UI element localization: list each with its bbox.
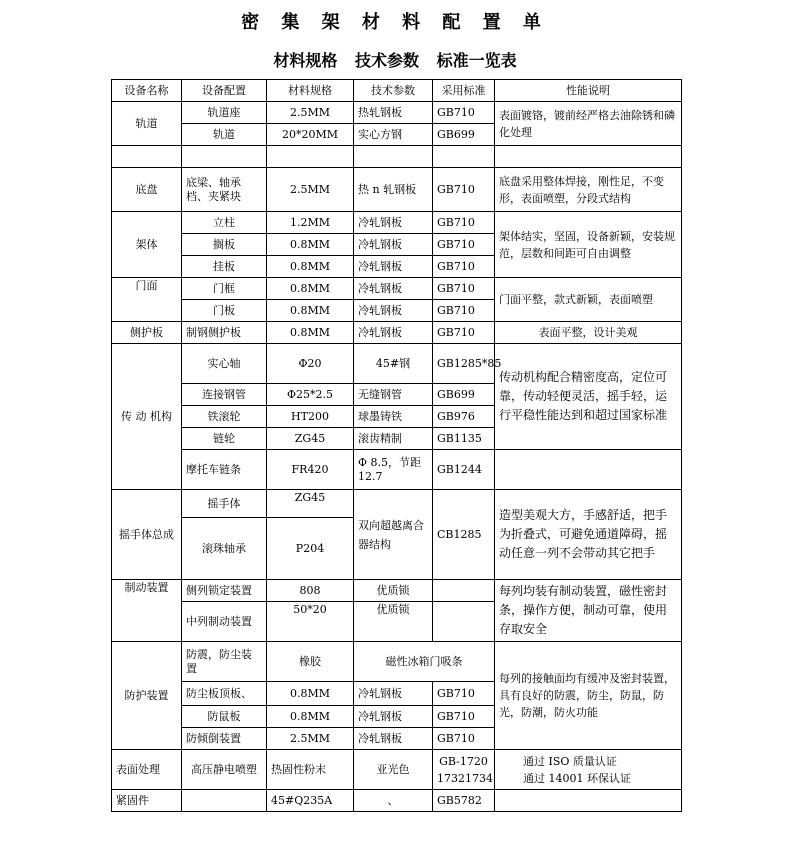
param-cell: 热 n 轧钢板 <box>354 168 433 212</box>
config-cell: 门板 <box>182 300 267 322</box>
table-row <box>112 580 682 602</box>
config-cell: 立柱 <box>182 212 267 234</box>
equipment-name: 防护装置 <box>112 642 182 750</box>
std-cell: GB710 <box>433 322 495 344</box>
equipment-name: 紧固件 <box>112 790 182 812</box>
subtitle-part: 材料规格 <box>273 51 338 70</box>
empty-cell <box>182 790 267 812</box>
param-cell: 冷轧钢板 <box>354 234 433 256</box>
config-cell: 摩托车链条 <box>182 450 267 490</box>
spec-cell: FR420 <box>267 450 354 490</box>
spec-cell: 0.8MM <box>267 234 354 256</box>
config-cell: 防鼠板 <box>182 706 267 728</box>
spec-cell: 20*20MM <box>267 124 354 146</box>
subtitle-part: 标准一览表 <box>436 51 517 70</box>
table-row <box>112 102 682 124</box>
param-cell: 滚齿精制 <box>354 428 433 450</box>
table-row <box>112 490 682 518</box>
param-cell: 磁性冰箱门吸条 <box>354 642 495 682</box>
performance-cell <box>495 750 682 790</box>
performance-cell: 每列均装有制动装置，磁性密封条，操作方便，制动可靠，使用存取安全 <box>495 580 682 642</box>
std-cell: GB5782 <box>433 790 495 812</box>
performance-cell: 传动机构配合精密度高，定位可靠，传动轻便灵活，摇手轻，运行平稳性能达到和超过国家标准 <box>495 344 682 450</box>
spec-cell: 0.8MM <box>267 706 354 728</box>
param-cell: 冷轧钢板 <box>354 256 433 278</box>
header-cell: 采用标准 <box>433 80 495 102</box>
spec-cell: 0.8MM <box>267 256 354 278</box>
empty-cell <box>495 450 682 490</box>
performance-cell: 造型美观大方，手感舒适，把手为折叠式，可避免通道障碍，摇动任意一列不会带动其它把手 <box>495 490 682 580</box>
equipment-name: 门面 <box>112 278 182 322</box>
config-cell: 制钢侧护板 <box>182 322 267 344</box>
param-cell: 实心方钢 <box>354 124 433 146</box>
param-cell: 冷轧钢板 <box>354 682 433 706</box>
header-cell: 设备配置 <box>182 80 267 102</box>
param-cell: 冷轧钢板 <box>354 728 433 750</box>
param-cell: 热轧钢板 <box>354 102 433 124</box>
certification-env: 通过 14001 环保认证 <box>523 771 631 785</box>
performance-cell: 表面平整，设计美观 <box>495 322 682 344</box>
config-cell: 滚珠轴承 <box>182 518 267 580</box>
header-cell: 设备名称 <box>112 80 182 102</box>
config-cell: 铁滚轮 <box>182 406 267 428</box>
table-row <box>112 278 682 300</box>
config-cell: 挂板 <box>182 256 267 278</box>
param-cell: 无缝钢管 <box>354 384 433 406</box>
table-row <box>112 322 682 344</box>
spec-cell: P204 <box>267 518 354 580</box>
param-cell: 、 <box>354 790 433 812</box>
config-cell: 门框 <box>182 278 267 300</box>
materials-table <box>111 79 682 812</box>
param-cell: Φ 8.5，节距 12.7 <box>354 450 433 490</box>
spec-cell: 0.8MM <box>267 682 354 706</box>
equipment-name: 架体 <box>112 212 182 278</box>
table-header-row <box>112 80 682 102</box>
std-cell: GB1285*85 <box>433 344 495 384</box>
spec-cell: Φ20 <box>267 344 354 384</box>
table-row <box>112 450 682 490</box>
subtitle-part: 技术参数 <box>354 51 419 70</box>
std-cell: GB699 <box>433 384 495 406</box>
param-cell: 冷轧钢板 <box>354 706 433 728</box>
spec-cell: 808 <box>267 580 354 602</box>
empty-cell <box>495 790 682 812</box>
spec-cell: 0.8MM <box>267 300 354 322</box>
spec-cell: Φ25*2.5 <box>267 384 354 406</box>
config-cell: 轨道座 <box>182 102 267 124</box>
table-row <box>112 168 682 212</box>
spec-cell: 45#Q235A <box>267 790 354 812</box>
param-cell: 冷轧钢板 <box>354 212 433 234</box>
config-cell: 防尘板顶板、 <box>182 682 267 706</box>
config-cell: 摇手体 <box>182 490 267 518</box>
std-cell: GB1135 <box>433 428 495 450</box>
performance-cell: 表面镀铬，镀前经严格去油除锈和磷化处理 <box>495 102 682 146</box>
std-cell: GB710 <box>433 212 495 234</box>
spec-cell: 0.8MM <box>267 278 354 300</box>
spec-cell: 1.2MM <box>267 212 354 234</box>
performance-cell: 门面平整，款式新颖，表面喷塑 <box>495 278 682 322</box>
config-cell: 侧列锁定装置 <box>182 580 267 602</box>
spacer-row <box>112 146 682 168</box>
document-subtitle <box>0 48 790 71</box>
std-cell: GB710 <box>433 234 495 256</box>
std-cell: GB710 <box>433 706 495 728</box>
config-cell: 底梁、轴承档、夹紧块 <box>182 168 267 212</box>
config-cell: 高压静电喷塑 <box>182 750 267 790</box>
param-cell: 冷轧钢板 <box>354 278 433 300</box>
equipment-name: 摇手体总成 <box>112 490 182 580</box>
config-cell: 搁板 <box>182 234 267 256</box>
performance-cell: 架体结实，坚固，设备新颖，安装规范，层数和间距可自由调整 <box>495 212 682 278</box>
param-cell: 亚光色 <box>354 750 433 790</box>
param-cell: 优质锁 <box>354 580 433 602</box>
spec-cell: 2.5MM <box>267 168 354 212</box>
param-cell: 球墨铸铁 <box>354 406 433 428</box>
spec-cell: 2.5MM <box>267 102 354 124</box>
spec-cell: 2.5MM <box>267 728 354 750</box>
std-cell: GB710 <box>433 102 495 124</box>
std-cell: GB710 <box>433 682 495 706</box>
config-cell: 实心轴 <box>182 344 267 384</box>
equipment-name: 侧护板 <box>112 322 182 344</box>
performance-cell: 每列的接触面均有缓冲及密封装置，具有良好的防震，防尘，防鼠，防光，防潮，防火功能 <box>495 642 682 750</box>
spec-cell: ZG45 <box>267 428 354 450</box>
equipment-name: 轨道 <box>112 102 182 146</box>
config-cell: 连接钢管 <box>182 384 267 406</box>
param-cell: 优质锁 <box>354 602 433 642</box>
std-cell: GB710 <box>433 256 495 278</box>
equipment-name: 制动装置 <box>112 580 182 642</box>
table-row <box>112 344 682 384</box>
config-cell: 中列制动装置 <box>182 602 267 642</box>
spec-cell: ZG45 <box>267 490 354 518</box>
performance-cell: 底盘采用整体焊接，刚性足，不变形，表面喷塑，分段式结构 <box>495 168 682 212</box>
equipment-name: 传 动 机构 <box>112 344 182 490</box>
certification-iso: 通过 ISO 质量认证 <box>523 754 617 768</box>
std-cell: GB699 <box>433 124 495 146</box>
std-cell: GB1244 <box>433 450 495 490</box>
config-cell: 链轮 <box>182 428 267 450</box>
std-cell: GB710 <box>433 168 495 212</box>
table-row <box>112 790 682 812</box>
param-cell: 45#钢 <box>354 344 433 384</box>
std-cell: GB710 <box>433 300 495 322</box>
config-cell: 轨道 <box>182 124 267 146</box>
empty-cell <box>433 602 495 642</box>
header-cell: 性能说明 <box>495 80 682 102</box>
config-cell: 防倾倒装置 <box>182 728 267 750</box>
spec-cell: 橡胶 <box>267 642 354 682</box>
std-cell: GB710 <box>433 728 495 750</box>
param-cell: 冷轧钢板 <box>354 322 433 344</box>
std-cell: CB1285 <box>433 490 495 580</box>
spec-cell: 热固性粉末 <box>267 750 354 790</box>
std-cell: GB710 <box>433 278 495 300</box>
document-title: 密 集 架 材 料 配 置 单 <box>241 12 549 33</box>
header-cell: 材料规格 <box>267 80 354 102</box>
spec-cell: 50*20 <box>267 602 354 642</box>
param-cell: 双向超越离合器结构 <box>354 490 433 580</box>
std-cell: GB976 <box>433 406 495 428</box>
equipment-name: 表面处理 <box>112 750 182 790</box>
table-row <box>112 750 682 790</box>
param-cell: 冷轧钢板 <box>354 300 433 322</box>
header-cell: 技术参数 <box>354 80 433 102</box>
empty-cell <box>433 580 495 602</box>
equipment-name: 底盘 <box>112 168 182 212</box>
spec-cell: 0.8MM <box>267 322 354 344</box>
table-row <box>112 642 682 682</box>
std-cell: GB-1720 17321734 <box>433 750 495 790</box>
table-row <box>112 212 682 234</box>
config-cell: 防震，防尘装置 <box>182 642 267 682</box>
spec-cell: HT200 <box>267 406 354 428</box>
